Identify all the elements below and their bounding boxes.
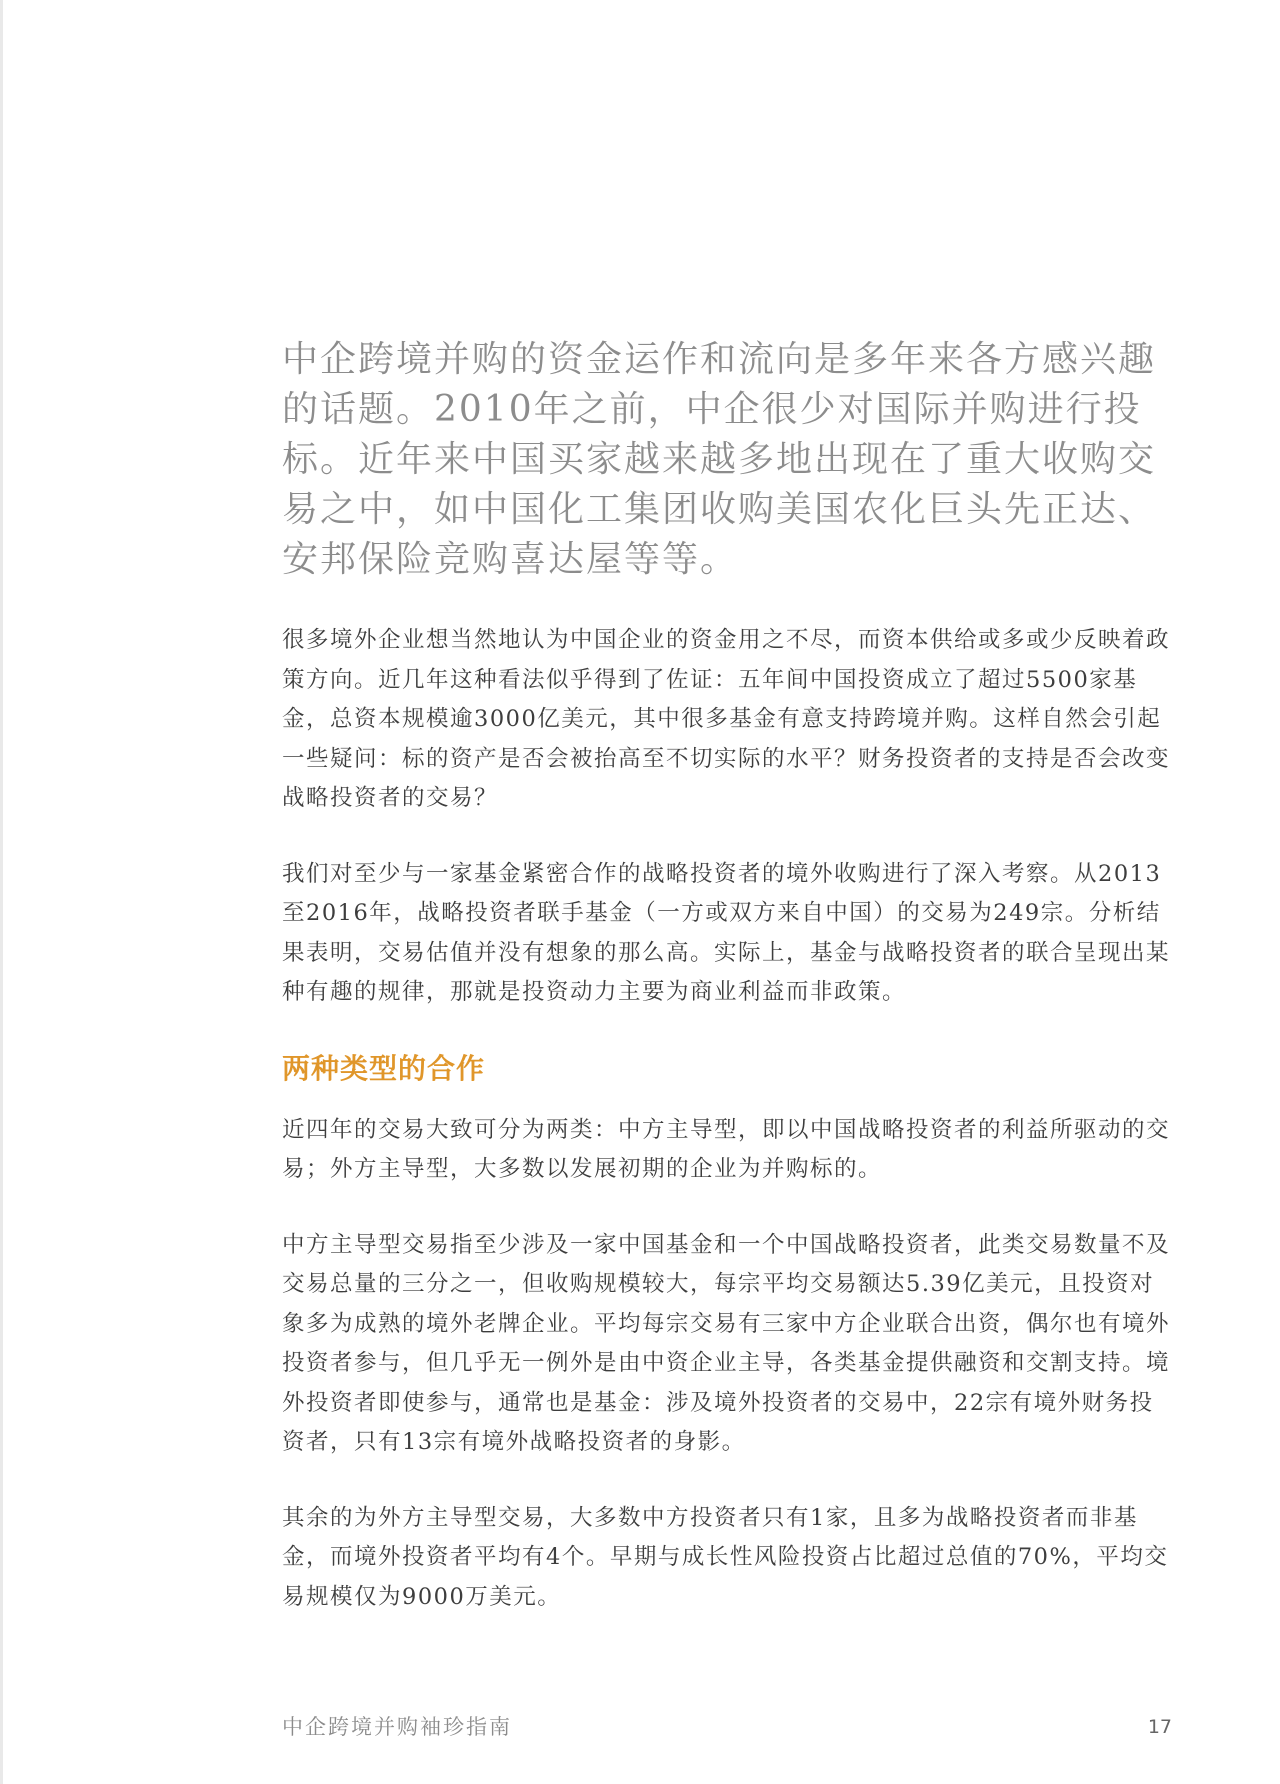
- page-footer: [282, 1712, 1172, 1748]
- section-paragraph-2: 中方主导型交易指至少涉及一家中国基金和一个中国战略投资者，此类交易数量不及交易总量的三分之一，但收购规模较大，每宗平均交易额达5.39亿美元，且投资对象多为成熟的境外老牌企业。平均每宗交易有三家中方企业联合出资，偶尔也有境外投资者参与，但几乎无一例外是由中资企业主导，各类基金提供融资和交割支持。境外投资者即使参与，通常也是基金：涉及境外投资者的交易中，22宗有境外财务投资者，只有13宗有境外战略投资者的身影。: [282, 1231, 1171, 1455]
- page-content: [282, 335, 1172, 1653]
- body-paragraph-2: 我们对至少与一家基金紧密合作的战略投资者的境外收购进行了深入考察。从2013至2016年，战略投资者联手基金（一方或双方来自中国）的交易为249宗。分析结果表明，交易估值并没有想象的那么高。实际上，基金与战略投资者的联合呈现出某种有趣的规律，那就是投资动力主要为商业利益而非政策。: [282, 860, 1171, 1005]
- section-paragraph-1: 近四年的交易大致可分为两类：中方主导型，即以中国战略投资者的利益所驱动的交易；外方主导型，大多数以发展初期的企业为并购标的。: [282, 1116, 1171, 1182]
- intro-paragraph: 中企跨境并购的资金运作和流向是多年来各方感兴趣的话题。2010年之前，中企很少对国际并购进行投标。近年来中国买家越来越多地出现在了重大收购交易之中，如中国化工集团收购美国农化巨头先正达、安邦保险竞购喜达屋等等。: [282, 339, 1157, 580]
- footer-title: 中企跨境并购袖珍指南: [282, 1715, 512, 1739]
- section-heading: 两种类型的合作: [282, 1051, 486, 1085]
- body-paragraph-1: 很多境外企业想当然地认为中国企业的资金用之不尽，而资本供给或多或少反映着政策方向。近几年这种看法似乎得到了佐证：五年间中国投资成立了超过5500家基金，总资本规模逾3000亿美元，其中很多基金有意支持跨境并购。这样自然会引起一些疑问：标的资产是否会被抬高至不切实际的水平？财务投资者的支持是否会改变战略投资者的交易？: [282, 627, 1171, 811]
- page-edge-shadow: [0, 0, 3, 1784]
- section-paragraph-3: 其余的为外方主导型交易，大多数中方投资者只有1家，且多为战略投资者而非基金，而境外投资者平均有4个。早期与成长性风险投资占比超过总值的70%，平均交易规模仅为9000万美元。: [282, 1504, 1169, 1610]
- page-number: 17: [1147, 1716, 1172, 1738]
